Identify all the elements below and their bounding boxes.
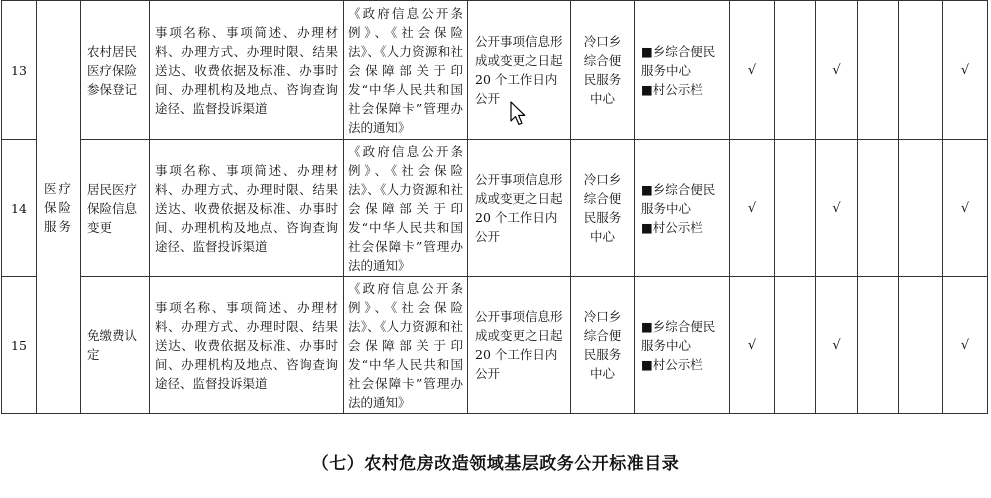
section-title: （七）农村危房改造领域基层政务公开标准目录 (311, 454, 680, 474)
mark-cell (858, 140, 899, 277)
carrier-item: ■乡综合便民服务中心 (641, 318, 716, 353)
disclosure-basis: 《政府信息公开条例》、《社会保险法》、《人力资源和社会保障部关于印发“中华人民共和国社会保障卡”管理办法的通知》 (344, 140, 468, 277)
disclosure-content: 事项名称、事项简述、办理材料、办理方式、办理时限、结果送达、收费依据及标准、办事时间、办理机构及地点、咨询查询途径、监督投诉渠道 (150, 277, 344, 414)
mark-cell (899, 140, 943, 277)
disclosure-content: 事项名称、事项简述、办理材料、办理方式、办理时限、结果送达、收费依据及标准、办事时间、办理机构及地点、咨询查询途径、监督投诉渠道 (150, 1, 344, 140)
mark-cell (899, 277, 943, 414)
disclosure-subject: 冷口乡综合便民服务中心 (571, 1, 635, 140)
disclosure-subject: 冷口乡综合便民服务中心 (571, 140, 635, 277)
row-number: 14 (2, 140, 37, 277)
mark-cell: √ (816, 1, 858, 140)
disclosure-carrier (635, 1, 730, 140)
disclosure-carrier (635, 140, 730, 277)
row-number: 15 (2, 277, 37, 414)
table-row (2, 277, 988, 414)
mark-cell (775, 1, 816, 140)
item-name: 居民医疗保险信息变更 (81, 140, 150, 277)
carrier-item: ■村公示栏 (641, 356, 703, 372)
table-row (2, 1, 988, 140)
disclosure-content: 事项名称、事项简述、办理材料、办理方式、办理时限、结果送达、收费依据及标准、办事时间、办理机构及地点、咨询查询途径、监督投诉渠道 (150, 140, 344, 277)
item-name: 免缴费认定 (81, 277, 150, 414)
mark-cell: √ (730, 1, 775, 140)
mark-cell (899, 1, 943, 140)
item-name: 农村居民医疗保险参保登记 (81, 1, 150, 140)
carrier-item: ■乡综合便民服务中心 (641, 181, 716, 216)
mark-cell: √ (943, 277, 988, 414)
disclosure-time: 公开事项信息形成或变更之日起 20 个工作日内公开 (468, 140, 571, 277)
row-number: 13 (2, 1, 37, 140)
mark-cell: √ (816, 277, 858, 414)
mark-cell (775, 140, 816, 277)
mark-cell (775, 277, 816, 414)
disclosure-subject: 冷口乡综合便民服务中心 (571, 277, 635, 414)
mouse-pointer-icon (510, 101, 528, 127)
mark-cell: √ (730, 277, 775, 414)
table-row (2, 140, 988, 277)
mark-cell (858, 277, 899, 414)
disclosure-time: 公开事项信息形成或变更之日起 20 个工作日内公开 (468, 1, 571, 140)
carrier-item: ■村公示栏 (641, 81, 703, 97)
mark-cell: √ (943, 140, 988, 277)
disclosure-basis: 《政府信息公开条例》、《社会保险法》、《人力资源和社会保障部关于印发“中华人民共和国社会保障卡”管理办法的通知》 (344, 1, 468, 140)
disclosure-carrier (635, 277, 730, 414)
disclosure-time: 公开事项信息形成或变更之日起 20 个工作日内公开 (468, 277, 571, 414)
carrier-item: ■乡综合便民服务中心 (641, 43, 716, 78)
mark-cell (858, 1, 899, 140)
mark-cell: √ (730, 140, 775, 277)
disclosure-basis: 《政府信息公开条例》、《社会保险法》、《人力资源和社会保障部关于印发“中华人民共和国社会保障卡”管理办法的通知》 (344, 277, 468, 414)
mark-cell: √ (816, 140, 858, 277)
disclosure-table (1, 0, 988, 414)
category-cell: 医疗保险服务 (37, 1, 81, 414)
mark-cell: √ (943, 1, 988, 140)
carrier-item: ■村公示栏 (641, 219, 703, 235)
